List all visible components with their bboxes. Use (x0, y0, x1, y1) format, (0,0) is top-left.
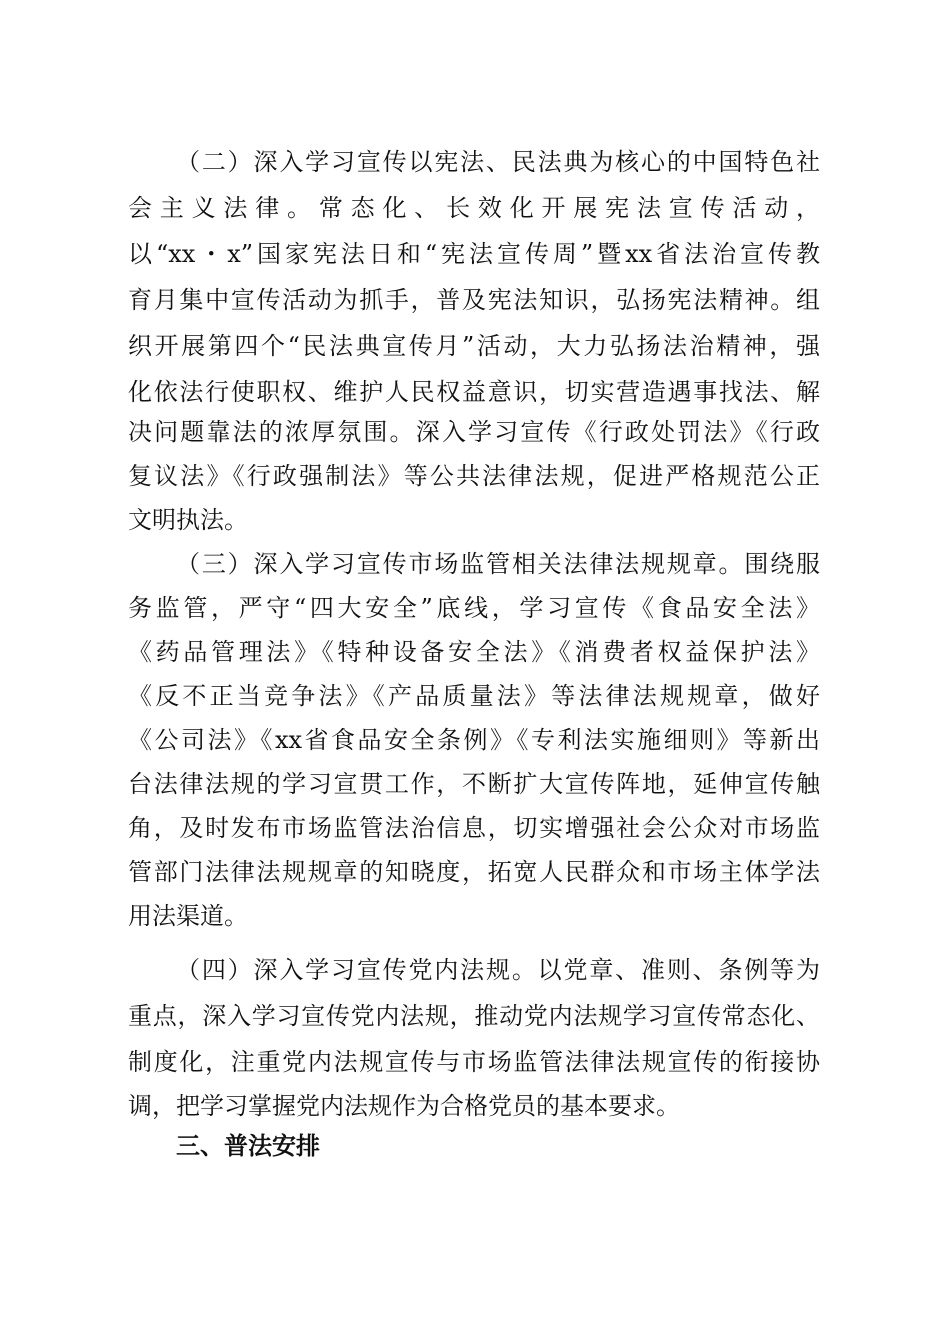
text-line: 会主义法律。常态化、长效化开展宪法宣传活动， (128, 194, 820, 222)
text-line: 台法律法规的学习宣贯工作，不断扩大宣传阵地，延伸宣传触 (128, 770, 820, 798)
text-line: 决问题靠法的浓厚氛围。深入学习宣传《行政处罚法》《行政 (128, 418, 820, 446)
text-line: 育月集中宣传活动为抓手，普及宪法知识，弘扬宪法精神。组 (128, 286, 820, 314)
text-line: 以“xx・x”国家宪法日和“宪法宣传周”暨xx省法治宣传教 (128, 240, 820, 268)
text-line: （二）深入学习宣传以宪法、民法典为核心的中国特色社 (176, 148, 820, 176)
text-line: 《药品管理法》《特种设备安全法》《消费者权益保护法》 (128, 638, 820, 666)
text-line: 复议法》《行政强制法》等公共法律法规，促进严格规范公正 (128, 462, 820, 490)
text-line: 调，把学习掌握党内法规作为合格党员的基本要求。 (128, 1092, 680, 1120)
text-line: 务监管，严守“四大安全”底线，学习宣传《食品安全法》 (128, 594, 820, 622)
text-line: 文明执法。 (128, 506, 248, 534)
text-line: 《公司法》《xx省食品安全条例》《专利法实施细则》等新出 (128, 726, 820, 754)
text-line: （四）深入学习宣传党内法规。以党章、准则、条例等为 (176, 956, 820, 984)
text-line: 重点，深入学习宣传党内法规，推动党内法规学习宣传常态化、 (128, 1002, 820, 1030)
text-line: 《反不正当竞争法》《产品质量法》等法律法规规章，做好 (128, 682, 820, 710)
text-line: 制度化，注重党内法规宣传与市场监管法律法规宣传的衔接协 (128, 1048, 820, 1076)
text-line: 织开展第四个“民法典宣传月”活动，大力弘扬法治精神，强 (128, 332, 820, 360)
text-line: （三）深入学习宣传市场监管相关法律法规规章。围绕服 (176, 550, 820, 578)
text-line: 化依法行使职权、维护人民权益意识，切实营造遇事找法、解 (128, 378, 820, 406)
text-line: 用法渠道。 (128, 902, 248, 930)
text-line: 角，及时发布市场监管法治信息，切实增强社会公众对市场监 (128, 814, 820, 842)
text-line: 管部门法律法规规章的知晓度，拓宽人民群众和市场主体学法 (128, 858, 820, 886)
section-heading: 三、普法安排 (176, 1132, 320, 1160)
